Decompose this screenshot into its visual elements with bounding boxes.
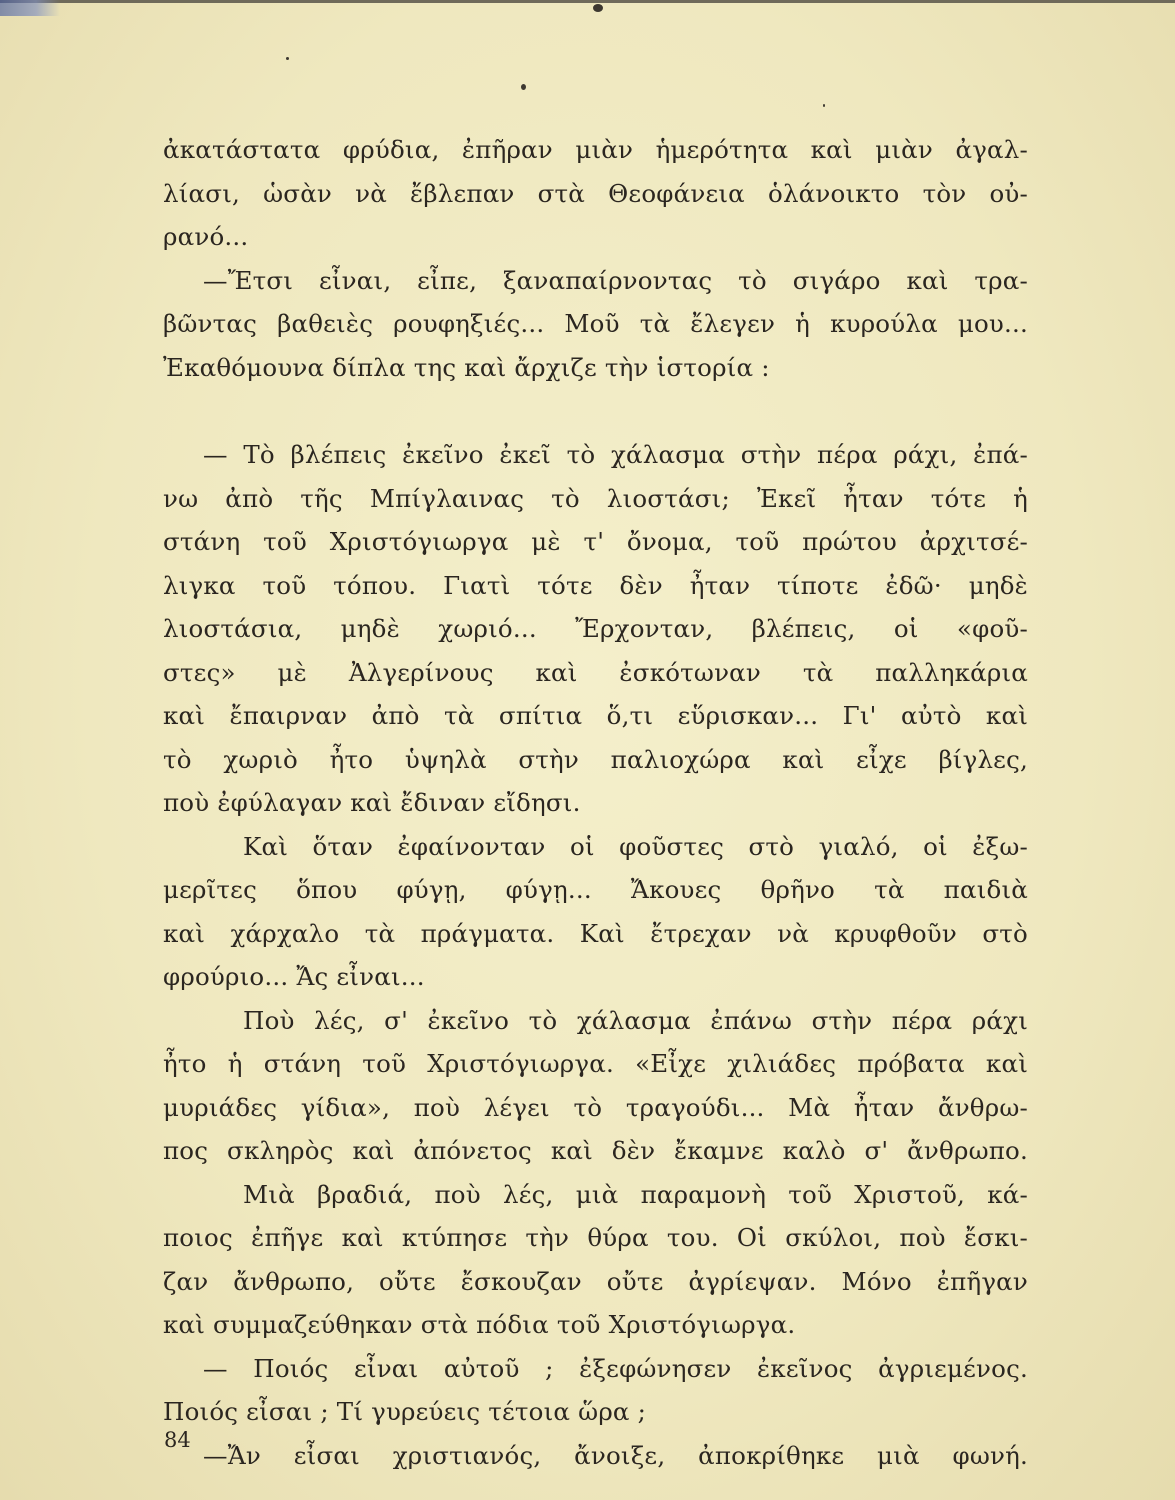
body-text: [163, 128, 1028, 1477]
text-line: Ποὺ λές, σ' ἐκεῖνο τὸ χάλασμα ἐπάνω στὴν πέρα ράχι: [243, 1005, 1028, 1035]
text-line: λίασι, ὡσὰν νὰ ἔβλεπαν στὰ Θεοφάνεια ὁλάνοικτο τὸν οὐ-: [163, 178, 1028, 208]
scan-edge-line: [0, 0, 1175, 3]
text-line: μερῖτες ὅπου φύγῃ, φύγῃ... Ἄκουες θρῆνο τὰ παιδιὰ: [163, 875, 1028, 904]
paragraph-1: [163, 128, 1028, 259]
paragraph-5: [163, 999, 1028, 1173]
text-line: ποὺ ἐφύλαγαν καὶ ἔδιναν εἴδησι.: [163, 788, 581, 817]
text-line: φρούριο... Ἄς εἶναι...: [163, 962, 425, 991]
text-line: πος σκληρὸς καὶ ἀπόνετος καὶ δὲν ἔκαμνε καλὸ σ' ἄνθρωπο.: [163, 1136, 1028, 1165]
text-line: καὶ χάρχαλο τὰ πράγματα. Καὶ ἔτρεχαν νὰ κρυφθοῦν στὸ: [163, 918, 1028, 948]
text-line: Ποιός εἶσαι ; Τί γυρεύεις τέτοια ὥρα ;: [163, 1397, 647, 1426]
paragraph-8: [163, 1434, 1028, 1478]
text-line: Μιὰ βραδιά, ποὺ λές, μιὰ παραμονὴ τοῦ Χριστοῦ, κά-: [243, 1179, 1028, 1209]
text-line: — Ποιός εἶναι αὐτοῦ ; ἐξεφώνησεν ἐκεῖνος ἀγριεμένος.: [203, 1353, 1028, 1383]
paragraph-4: [163, 825, 1028, 999]
text-line: ρανό...: [163, 222, 249, 251]
text-line: ποιος ἐπῆγε καὶ κτύπησε τὴν θύρα του. Οἱ σκύλοι, ποὺ ἔσκι-: [163, 1223, 1028, 1252]
text-line: Ἐκαθόμουνα δίπλα της καὶ ἄρχιζε τὴν ἱστορία :: [163, 352, 770, 382]
paragraph-gap: [163, 389, 1028, 433]
ink-speck: [823, 104, 825, 107]
text-line: βῶντας βαθειὲς ρουφηξιές... Μοῦ τὰ ἔλεγεν ἡ κυρούλα μου...: [163, 309, 1028, 338]
text-line: λιγκα τοῦ τόπου. Γιατὶ τότε δὲν ἦταν τίποτε ἐδῶ· μηδὲ: [163, 570, 1028, 600]
page-number: 84: [164, 1428, 191, 1452]
text-line: στάνη τοῦ Χριστόγιωργα μὲ τ' ὄνομα, τοῦ πρώτου ἀρχιτσέ-: [163, 527, 1028, 556]
ink-speck: [286, 57, 289, 60]
text-line: —Ἄν εἶσαι χριστιανός, ἄνοιξε, ἀποκρίθηκε μιὰ φωνή.: [203, 1440, 1028, 1470]
text-line: ἦτο ἡ στάνη τοῦ Χριστόγιωργα. «Εἶχε χιλιάδες πρόβατα καὶ: [163, 1049, 1028, 1078]
text-line: — Τὸ βλέπεις ἐκεῖνο ἐκεῖ τὸ χάλασμα στὴν πέρα ράχι, ἐπά-: [203, 440, 1028, 469]
text-line: τὸ χωριὸ ἦτο ὑψηλὰ στὴν παλιοχώρα καὶ εἶχε βίγλες,: [163, 744, 1028, 774]
text-line: μυριάδες γίδια», ποὺ λέγει τὸ τραγούδι... Μὰ ἦταν ἄνθρω-: [163, 1092, 1028, 1122]
text-line: Καὶ ὅταν ἐφαίνονταν οἱ φοῦστες στὸ γιαλό, οἱ ἐξω-: [243, 831, 1028, 861]
paragraph-2: [163, 259, 1028, 390]
ink-speck: [521, 84, 526, 90]
scan-corner-mark: [0, 0, 60, 16]
text-line: καὶ συμμαζεύθηκαν στὰ πόδια τοῦ Χριστόγιωργα.: [163, 1310, 796, 1339]
paragraph-3: [163, 433, 1028, 825]
text-line: νω ἀπὸ τῆς Μπίγλαινας τὸ λιοστάσι; Ἐκεῖ ἦταν τότε ἡ: [163, 483, 1028, 513]
text-line: ζαν ἄνθρωπο, οὔτε ἔσκουζαν οὔτε ἀγρίεψαν. Μόνο ἐπῆγαν: [163, 1266, 1028, 1296]
text-line: στες» μὲ Ἀλγερίνους καὶ ἐσκότωναν τὰ παλληκάρια: [163, 657, 1028, 687]
text-line: λιοστάσια, μηδὲ χωριό... Ἔρχονταν, βλέπεις, οἱ «φοῦ-: [163, 614, 1028, 643]
paragraph-6: [163, 1173, 1028, 1347]
text-line: —Ἔτσι εἶναι, εἶπε, ξαναπαίρνοντας τὸ σιγάρο καὶ τρα-: [203, 265, 1028, 295]
ink-speck: [593, 4, 603, 12]
text-line: ἀκατάστατα φρύδια, ἐπῆραν μιὰν ἡμερότητα καὶ μιὰν ἀγαλ-: [163, 135, 1028, 164]
text-line: καὶ ἔπαιρναν ἀπὸ τὰ σπίτια ὅ,τι εὕρισκαν... Γι' αὐτὸ καὶ: [163, 701, 1028, 730]
paragraph-7: [163, 1347, 1028, 1434]
